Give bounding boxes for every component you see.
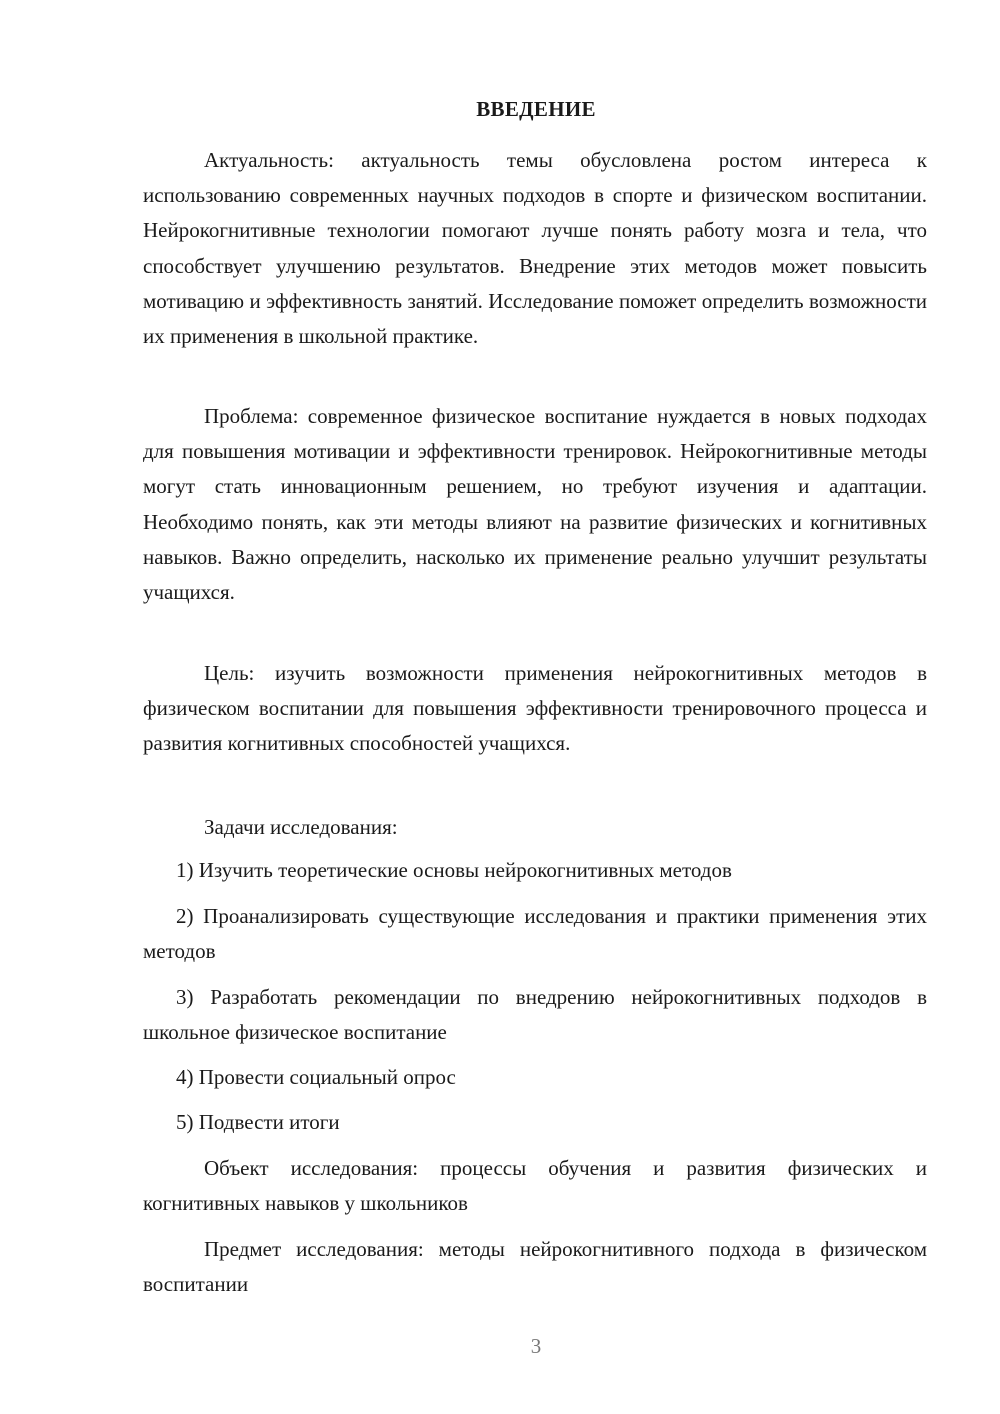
goal-paragraph: Цель: изучить возможности применения нейрокогнитивных методов в физическом воспитании для повышения эффективности тренировочного процесса и развития когнитивных способностей учащихся.	[143, 661, 927, 756]
page-number: 3	[530, 1334, 542, 1358]
subject-paragraph: Предмет исследования: методы нейрокогнитивного подхода в физическом воспитании	[143, 1237, 927, 1297]
task-item-5: 5) Подвести итоги	[176, 1110, 340, 1134]
task-item-4: 4) Провести социальный опрос	[176, 1065, 456, 1089]
tasks-heading: Задачи исследования:	[204, 815, 398, 839]
page-title: ВВЕДЕНИЕ	[476, 97, 596, 121]
object-paragraph: Объект исследования: процессы обучения и развития физических и когнитивных навыков у школьников	[143, 1156, 927, 1216]
task-item-2: 2) Проанализировать существующие исследования и практики применения этих методов	[143, 904, 927, 964]
task-item-3: 3) Разработать рекомендации по внедрению нейрокогнитивных подходов в школьное физическое воспитание	[143, 985, 927, 1045]
problem-paragraph: Проблема: современное физическое воспитание нуждается в новых подходах для повышения мотивации и эффективности тренировок. Нейрокогнитивные методы могут стать инновационным решением, но требуют изучения и адаптации. Необходимо понять, как эти методы влияют на развитие физических и когнитивных навыков. Важно определить, насколько их применение реально улучшит результаты учащихся.	[143, 404, 927, 605]
relevance-paragraph: Актуальность: актуальность темы обусловлена ростом интереса к использованию современных научных подходов в спорте и физическом воспитании. Нейрокогнитивные технологии помогают лучше понять работу мозга и тела, что способствует улучшению результатов. Внедрение этих методов может повысить мотивацию и эффективность занятий. Исследование поможет определить возможности их применения в школьной практике.	[143, 148, 927, 349]
task-item-1: 1) Изучить теоретические основы нейрокогнитивных методов	[176, 858, 732, 882]
